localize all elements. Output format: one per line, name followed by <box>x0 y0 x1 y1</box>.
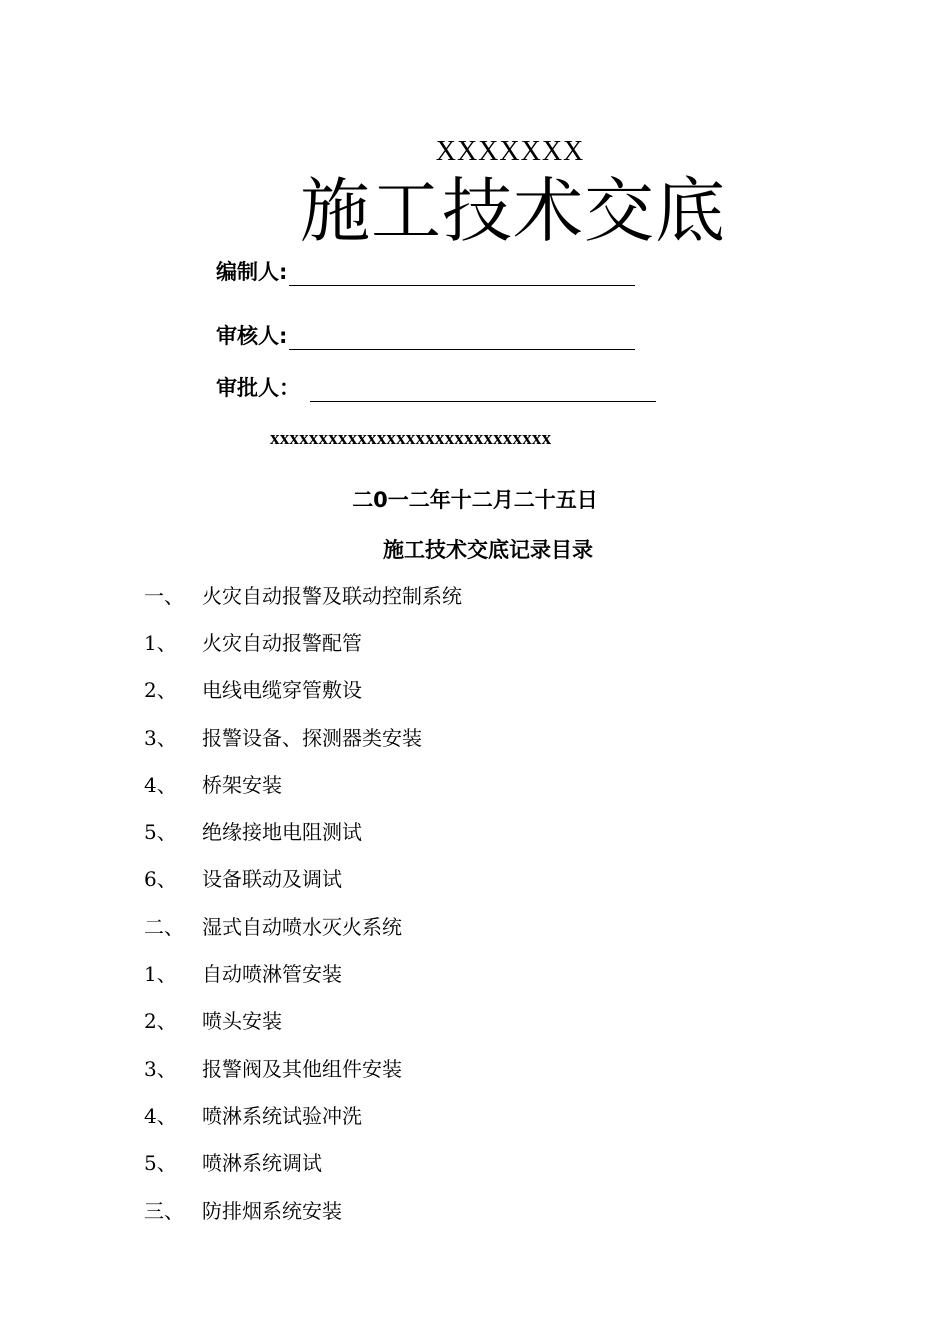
toc-item-number: 3、 <box>144 725 177 750</box>
toc-item <box>144 856 462 903</box>
toc-item-text: 喷头安装 <box>202 1009 282 1034</box>
toc-item-text: 桥架安装 <box>202 772 282 797</box>
document-title: 施工技术交底 <box>300 170 726 252</box>
toc-item-number: 6、 <box>144 867 177 892</box>
toc-list <box>144 572 462 1234</box>
toc-item-text: 湿式自动喷水灭火系统 <box>202 914 402 939</box>
signature-row-approved-by <box>216 374 656 402</box>
toc-item-number: 1、 <box>144 962 177 987</box>
toc-item <box>144 667 462 714</box>
toc-item-number: 5、 <box>144 1151 177 1176</box>
toc-item <box>144 1045 462 1092</box>
toc-item-number: 2、 <box>144 678 177 703</box>
toc-item-text: 喷淋系统调试 <box>202 1151 322 1176</box>
toc-item <box>144 1187 462 1234</box>
toc-item-number: 一、 <box>144 583 184 608</box>
organization-name: xxxxxxxxxxxxxxxxxxxxxxxxxxxxx <box>270 428 552 449</box>
toc-item <box>144 950 462 997</box>
toc-item-text: 绝缘接地电阻测试 <box>202 820 362 845</box>
toc-item <box>144 714 462 761</box>
toc-item-text: 自动喷淋管安装 <box>202 962 342 987</box>
toc-title: 施工技术交底记录目录 <box>383 538 593 562</box>
signature-line-prepared-by <box>289 263 635 286</box>
toc-item-text: 设备联动及调试 <box>202 867 342 892</box>
toc-item-text: 火灾自动报警及联动控制系统 <box>202 583 462 608</box>
toc-item-text: 喷淋系统试验冲洗 <box>202 1103 362 1128</box>
toc-item-text: 火灾自动报警配管 <box>202 630 362 655</box>
toc-item <box>144 761 462 808</box>
toc-item-number: 三、 <box>144 1198 184 1223</box>
toc-item-text: 报警设备、探测器类安装 <box>202 725 422 750</box>
toc-item <box>144 808 462 855</box>
toc-item <box>144 572 462 619</box>
toc-item <box>144 903 462 950</box>
document-date: 二0一二年十二月二十五日 <box>352 488 598 512</box>
signature-line-reviewed-by <box>289 327 635 350</box>
toc-item-number: 4、 <box>144 1103 177 1128</box>
signature-row-reviewed-by <box>216 322 635 350</box>
toc-item <box>144 1140 462 1187</box>
toc-item-number: 2、 <box>144 1009 177 1034</box>
signature-row-prepared-by <box>216 258 635 286</box>
toc-item-number: 二、 <box>144 914 184 939</box>
signature-line-approved-by <box>310 379 656 402</box>
toc-item-number: 5、 <box>144 820 177 845</box>
signature-label-prepared-by: 编制人: <box>216 260 288 284</box>
toc-item-text: 电线电缆穿管敷设 <box>202 678 362 703</box>
toc-item-number: 1、 <box>144 630 177 655</box>
company-name: XXXXXXX <box>435 136 585 167</box>
toc-item-number: 4、 <box>144 772 177 797</box>
toc-item-number: 3、 <box>144 1056 177 1081</box>
toc-item <box>144 1092 462 1139</box>
toc-item-text: 防排烟系统安装 <box>202 1198 342 1223</box>
signature-label-approved-by: 审批人： <box>216 376 300 400</box>
toc-item <box>144 998 462 1045</box>
toc-item <box>144 619 462 666</box>
signature-label-reviewed-by: 审核人: <box>216 324 288 348</box>
toc-item-text: 报警阀及其他组件安装 <box>202 1056 402 1081</box>
